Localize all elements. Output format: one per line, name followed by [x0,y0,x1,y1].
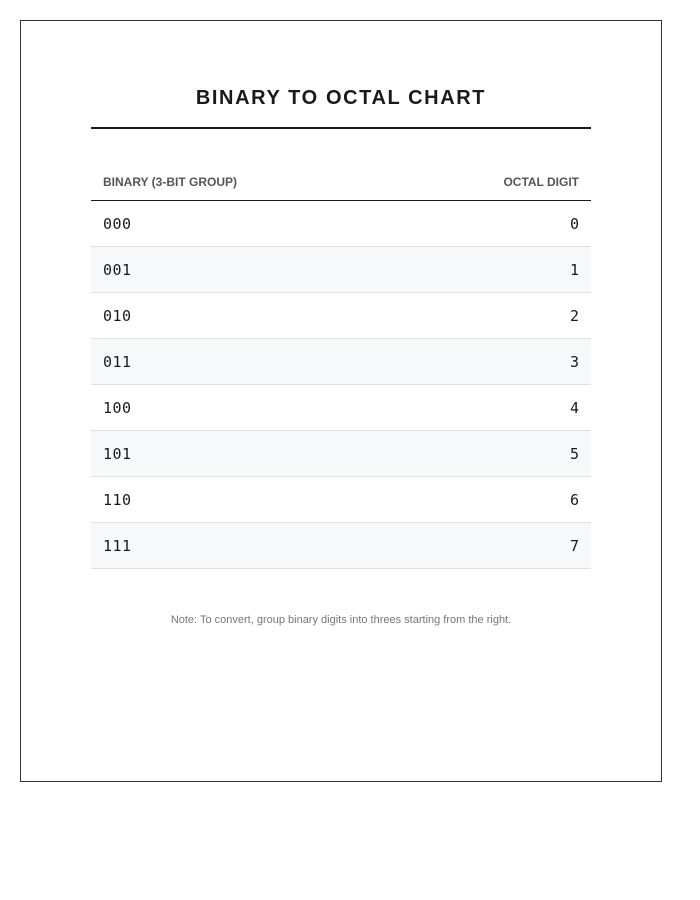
table-row [91,477,591,523]
octal-cell: 2 [569,306,579,325]
page-frame [20,20,662,782]
octal-cell: 6 [569,490,579,509]
octal-cell: 0 [569,214,579,233]
title-divider [91,127,591,129]
octal-cell: 4 [569,398,579,417]
octal-cell: 7 [569,536,579,555]
octal-cell: 5 [569,444,579,463]
binary-cell: 011 [103,352,132,371]
table-row [91,339,591,385]
binary-cell: 110 [103,490,132,509]
page-title: BINARY TO OCTAL CHART [195,87,487,109]
table-header [91,169,591,201]
binary-cell: 010 [103,306,132,325]
binary-cell: 100 [103,398,132,417]
conversion-table [91,169,591,569]
binary-cell: 000 [103,214,132,233]
table-row [91,523,591,569]
table-row [91,247,591,293]
table-row [91,431,591,477]
conversion-note: Note: To convert, group binary digits into threes starting from the right. [170,614,512,626]
binary-cell: 101 [103,444,132,463]
octal-cell: 1 [569,260,579,279]
octal-cell: 3 [569,352,579,371]
table-row [91,293,591,339]
binary-cell: 111 [103,536,132,555]
header-binary: BINARY (3-BIT GROUP) [103,175,238,189]
binary-cell: 001 [103,260,132,279]
header-octal: OCTAL DIGIT [503,175,579,189]
table-row [91,385,591,431]
table-row [91,201,591,247]
